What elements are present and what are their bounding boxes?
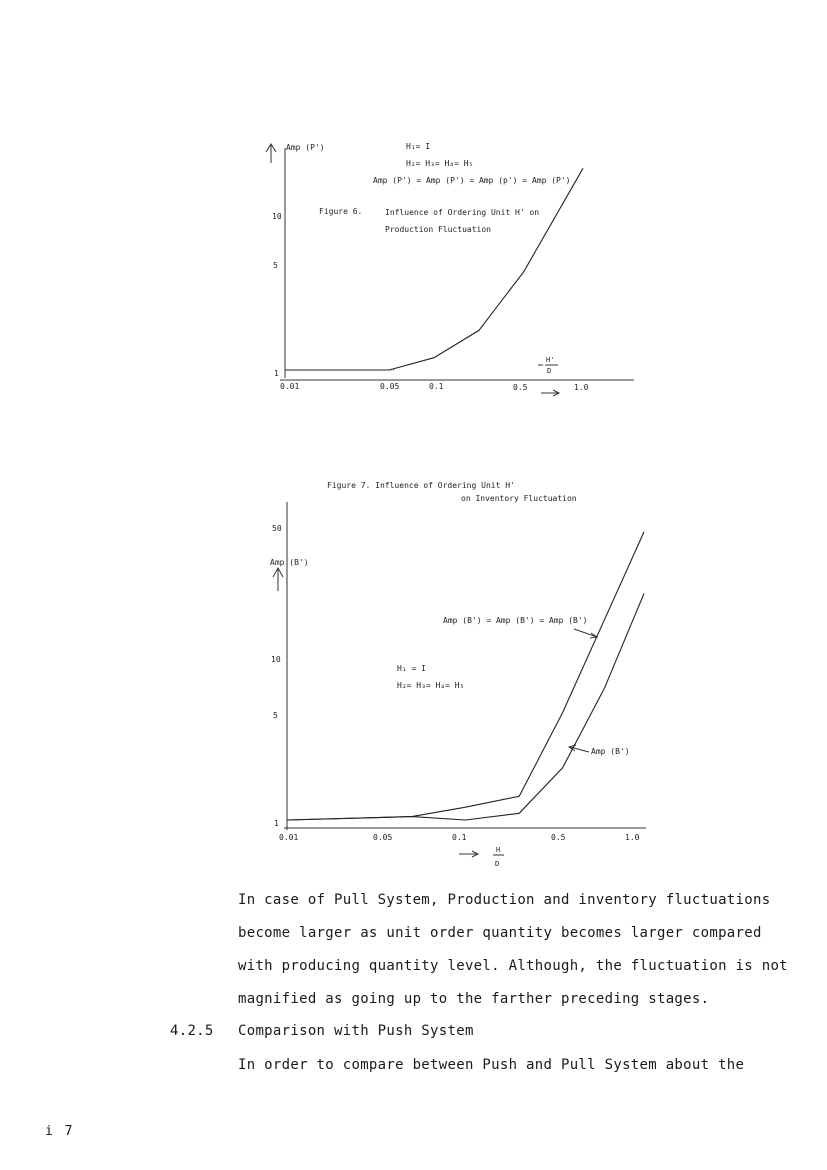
text-line: become larger as unit order quantity becomes larger compared: [238, 925, 762, 941]
fig7-plot-area: [287, 532, 644, 820]
fig6-xaxis-den: D: [547, 367, 552, 375]
fig6-xtick-0.1: 0.1: [429, 382, 444, 391]
fig7-label-upper: Amp (B') = Amp (B') = Amp (B'): [443, 616, 588, 625]
fig7-label-lower-pointer-head: [569, 745, 576, 751]
text-line: with producing quantity level. Although, the fluctuation is not: [238, 958, 788, 974]
fig7-caption-line2: on Inventory Fluctuation: [461, 494, 577, 503]
fig7-label-lower-pointer: [570, 747, 589, 752]
fig7-xtick-0.1: 0.1: [452, 833, 467, 842]
fig7-label-upper-pointer: [574, 629, 597, 637]
fig7-caption-line1: Figure 7. Influence of Ordering Unit H': [327, 481, 515, 490]
fig6-note3: Amp (P') = Amp (P') = Amp (p') = Amp (P'): [373, 176, 571, 185]
fig6-caption-label: Figure 6.: [319, 207, 363, 216]
text-line: In order to compare between Push and Pull System about the: [238, 1057, 745, 1073]
fig6-ylabel: Amp (P'): [286, 143, 325, 152]
fig7-xtick-1.0: 1.0: [625, 833, 640, 842]
fig7-xtick-0.5: 0.5: [551, 833, 566, 842]
fig6-note1: H₁= I: [406, 142, 431, 151]
paragraph-pull-system: [238, 884, 798, 1016]
text-line: In case of Pull System, Production and inventory fluctuations: [238, 892, 771, 908]
fig6-ytick-5: 5: [273, 261, 278, 270]
fig6-note2: H₂= H₃= H₄= H₅: [406, 159, 474, 168]
fig7-ytick-5: 5: [273, 711, 278, 720]
fig6-caption-line2: Production Fluctuation: [385, 225, 491, 234]
fig6-xtick-0.05: 0.05: [380, 382, 400, 391]
fig7-xaxis-den: D: [495, 860, 500, 868]
fig7-ylabel: Amp (B'): [270, 558, 309, 567]
text-line: magnified as going up to the farther preceding stages.: [238, 991, 710, 1007]
fig7-ytick-10: 10: [271, 655, 281, 664]
fig7-ytick-50: 50: [272, 524, 282, 533]
fig6-xtick-1.0: 1.0: [574, 383, 589, 392]
fig7-ytick-1: 1: [274, 819, 279, 828]
fig6-y-arrowhead: [266, 144, 276, 152]
section-title: Comparison with Push System: [238, 1023, 474, 1039]
fig7-xtick-0.05: 0.05: [373, 833, 393, 842]
fig6-series-1-line: [285, 168, 583, 370]
fig7-y-arrowhead: [273, 568, 283, 577]
fig6-caption-line1: Influence of Ordering Unit H' on: [385, 208, 540, 217]
fig7-note1: H₁ = I: [397, 664, 426, 673]
fig7-series-2-line: [287, 594, 644, 821]
fig7-label-lower: Amp (B'): [591, 747, 630, 756]
fig6-xtick-0.5: 0.5: [513, 383, 528, 392]
fig7-label-upper-pointer-head: [590, 633, 597, 638]
fig7-xaxis-arrowhead: [472, 851, 478, 857]
fig6-ytick-10: 10: [272, 212, 282, 221]
fig6-xaxis-arrowhead: [553, 390, 559, 396]
fig6-xtick-0.01: 0.01: [280, 382, 300, 391]
fig7-series-1-line: [287, 532, 644, 820]
fig6-ytick-1: 1: [274, 369, 279, 378]
paragraph-comparison: [238, 1049, 798, 1082]
section-number: 4.2.5: [170, 1023, 214, 1039]
fig6-plot-area: [285, 168, 583, 370]
page-number: i 7: [45, 1124, 75, 1139]
fig7-xaxis-num: H: [496, 846, 501, 854]
section-heading: [170, 1023, 474, 1039]
fig6-xaxis-num: H': [546, 356, 555, 364]
fig7-note2: H₂= H₃= H₄= H₅: [397, 681, 465, 690]
fig7-xtick-0.01: 0.01: [279, 833, 299, 842]
